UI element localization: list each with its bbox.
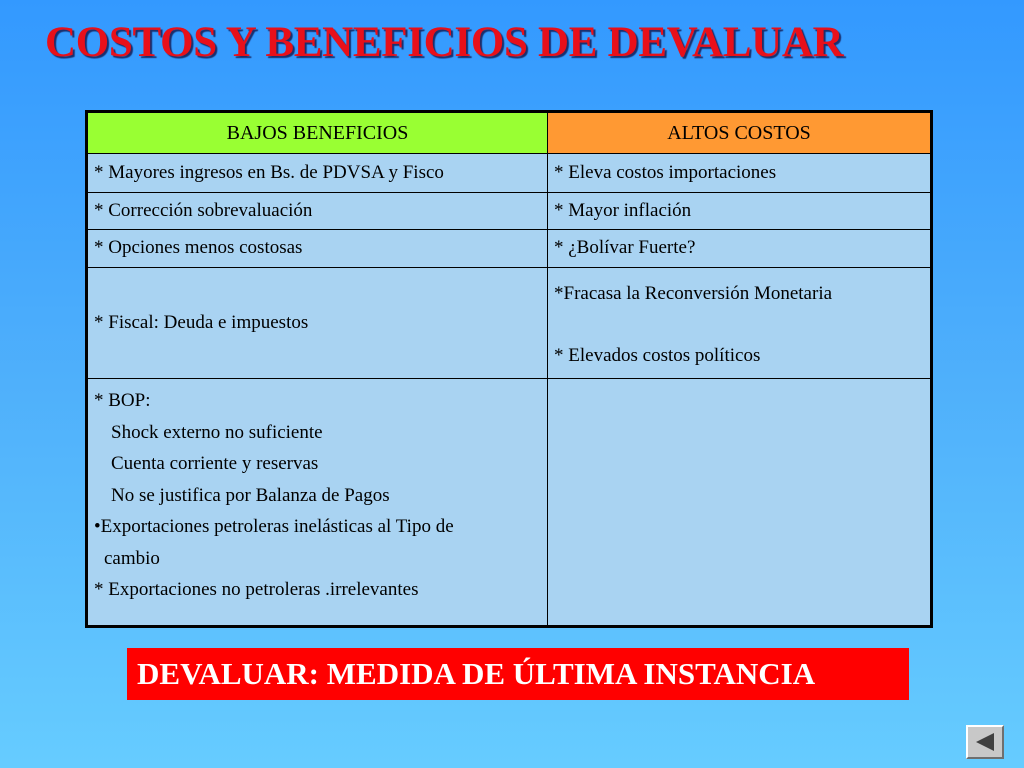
benefit-cell: * Mayores ingresos en Bs. de PDVSA y Fisco xyxy=(88,154,548,193)
table-row xyxy=(88,193,931,230)
bop-line: * Exportaciones no petroleras .irrelevantes xyxy=(94,579,419,600)
header-low-benefits: BAJOS BENEFICIOS xyxy=(88,113,548,154)
header-high-costs: ALTOS COSTOS xyxy=(548,113,931,154)
table-row xyxy=(88,230,931,268)
slide-title: COSTOS Y BENEFICIOS DE DEVALUAR xyxy=(45,19,844,66)
cost-cell: * Eleva costos importaciones xyxy=(548,154,931,193)
line-spacer xyxy=(554,309,924,340)
bop-line: •Exportaciones petroleras inelásticas al Tipo de xyxy=(94,516,454,537)
previous-slide-button[interactable] xyxy=(966,725,1004,759)
cost-benefit-grid xyxy=(87,112,931,626)
bop-line: * BOP: xyxy=(94,390,151,411)
empty-cost-cell xyxy=(548,379,931,626)
cost-line: *Fracasa la Reconversión Monetaria xyxy=(554,283,833,304)
table-row xyxy=(88,154,931,193)
triangle-left-icon xyxy=(974,731,996,753)
benefit-cell: * Corrección sobrevaluación xyxy=(88,193,548,230)
table-row xyxy=(88,379,931,626)
bop-line: cambio xyxy=(104,547,160,569)
cost-line: * Elevados costos políticos xyxy=(554,345,761,366)
cost-cell xyxy=(548,268,931,379)
bop-cell xyxy=(88,379,548,626)
cost-benefit-table xyxy=(85,110,933,628)
benefit-cell: * Fiscal: Deuda e impuestos xyxy=(88,268,548,379)
table-row xyxy=(88,268,931,379)
table-header-row xyxy=(88,113,931,154)
cost-cell: * ¿Bolívar Fuerte? xyxy=(548,230,931,268)
conclusion-banner: DEVALUAR: MEDIDA DE ÚLTIMA INSTANCIA xyxy=(127,648,909,700)
bop-line: Shock externo no suficiente xyxy=(111,421,323,443)
benefit-cell: * Opciones menos costosas xyxy=(88,230,548,268)
bop-line: Cuenta corriente y reservas xyxy=(111,453,319,474)
bop-line: No se justifica por Balanza de Pagos xyxy=(111,484,390,506)
cost-cell: * Mayor inflación xyxy=(548,193,931,230)
